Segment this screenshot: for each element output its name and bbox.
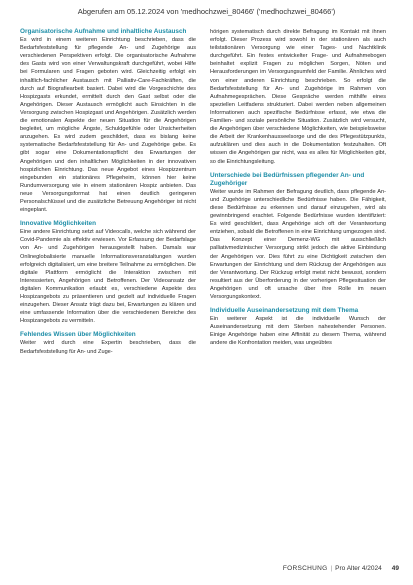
section-heading-individuelle-auseinandersetzung: Individuelle Auseinandersetzung mit dem Thema: [210, 307, 359, 315]
section-heading-innovative-moeglichkeiten: Innovative Möglichkeiten: [20, 220, 96, 228]
page-number: 49: [391, 565, 399, 572]
paragraph: Es wird in einem weiteren Einrichtung beschrieben, dass die Bedarfsfeststellung für pflegende An- und Zugehörige aus verschiedenen Perspektiven erfolgt. Die organisatorische Aufnahme des Gasts wird von einer Verwaltungskraft durchgeführt, wobei Hilfe bei Formularen und Fragen geboten wird. Gleichzeitig erfolgt ein inhaltlich-fachlicher Austausch mit Palliativ-Care-Fachkräften, die durch auf Biografiearbeit basiert. Dabei wird die Vorgeschichte des Hospizgasts erkundet, ermittelt durch den Gast selbst oder die Angehörigen. Dieser Austausch ermöglicht auch Einsichten in die Versorgung zwischen Hospizgast und Angehörigen. Zusätzlich werden die emotionalen Aspekte der neuen Situation für die Angehörigen begleitet, um mögliche Ängste, Schuldgefühle oder Unsicherheiten anzugehen. Es wird zudem geschildert, dass es bislang keine systematische Bedarfsfeststellung für An- und Zugehörige gebe. Es gibt sogar eine Dokumentationspflicht des Erwartungen der Angehörigen und den inhaltlichen Möglichkeiten in der innovativen hospizlichen Einrichtung. Das neue Angebot eines Hospizzentrum eingebunden ein stationäres Pflegeheim, können hier keine Rundumversorgung wie in einem stationären Hospiz anbieten. Das neue Versorgungsformat hat einen deutlich geringeren Personalschlüssel und die zusätzliche Betreuung Angehöriger ist nicht eingeplant.: [20, 37, 196, 214]
section-heading-unterschiede-beduerfnisse: Unterschiede bei Bedürfnissen pflegender An- und Zugehöriger: [210, 171, 365, 187]
download-header: Abgerufen am 05.12.2024 von 'medhochzwei_80466' ('medhochzwei_80466'): [77, 7, 336, 16]
page-footer: [283, 565, 399, 572]
paragraph: Ein weiterer Aspekt ist die individuelle Wunsch der Auseinandersetzung mit dem Sterben nahestehender Personen. Einige Angehörige haben eine Affinität zu diesem Thema, während andere die Konfrontation meiden, was ungeübtes: [210, 316, 386, 347]
section-label: FORSCHUNG: [282, 565, 328, 572]
paragraph: hörigen systematisch durch direkte Befragung im Kontakt mit ihnen erfolgt. Dieser Prozess wird sowohl in der stationären als auch teilstationären Versorgung wie einer Tages- und Nachtklinik durchgeführt. Ein festes entwickelter Frage- und Aufnahmebogen beinhaltet explizit Fragen zu möglichen Sorgen, Nöten und Herausforderungen im Versorgungsumfeld der Familie. Ähnliches wird von einer anderen Einrichtung beschrieben. So erfolgt die Bedarfsfeststellung für An- und Zugehörige im Rahmen von Aufnahmegesprächen. Diese Gespräche werden mithilfe eines speziellen Leitfadens strukturiert. Dabei werden neben allgemeinen Informationen auch spezifische Bedürfnisse erfasst, wie etwa die Familien- und soziale persönliche Situation. Zusätzlich wird versucht, die Angehörigen über verschiedene Möglichkeiten, wie beispielsweise die Arbeit der Krankenhausseelsorge und die des Pflegestützpunkts, aufzuklären und dies auch in die Dokumentation festzuhalten. Oft wissen die Angehörigen gar nicht, was es alles für Möglichkeiten gibt, so die Einrichtungsleitung.: [210, 29, 386, 165]
section-heading-fehlendes-wissen: Fehlendes Wissen über Möglichkeiten: [20, 331, 136, 339]
paragraph: Weiter wird durch eine Expertin beschrieben, dass die Bedarfsfeststellung für An- und Zuge-: [20, 340, 196, 355]
separator: |: [330, 565, 333, 572]
journal-issue: Pro Alter 4/2024: [335, 565, 382, 572]
paragraph: Eine andere Einrichtung setzt auf Videocalls, welche sich während der Covid-Pandemie als effektiv erwiesen. Vor Erfassung der Bedarfslage von An- und Zugehörigen herausgestellt haben. Damals war Onlineglobalisierte manuelle Informationsveranstaltungen wurden erfolgreich digitalisiert, um eine breitere Teilnahme zu ermöglichen. Die digitale Plattform ermöglicht die Interaktion zwischen mit Interessierten, Angehörigen und Betroffenen. Der Videoansatz der digitalen Kommunikation erlaubt es, verschiedene Aspekte des Hospizangebots zu präsentieren und gezielt auf individuelle Fragen einzugehen. Dieser Ansatz trägt dazu bei, Erwartungen zu klären und eine umfassende Information über die verschiedenen Bereiche des Hospizangebots zu vermitteln.: [20, 229, 196, 325]
paragraph: Weiter wurde im Rahmen der Befragung deutlich, dass pflegende An- und Zugehörige unterschiedliche Bedürfnisse haben. Die Fähigkeit, diese Bedürfnisse zu erkennen und darauf einzugehen, wird als gewinnbringend erachtet. Folgende Bedürfnisse wurden identifiziert: Es wird geschildert, dass Angehörige sich oft der Verantwortung entziehen, sobald die Betroffenen in eine Einrichtung umgezogen sind. Das Konzept einer Demenz-WG mit ausschließlich palliativmedizinischer Versorgung strikt jedoch die aktive Einbindung der Angehörigen vor. Dies führt zu eine Dichtigkeit zwischen den Erwartungen der Einrichtung und dem Rückzug der Angehörigen aus der Verantwortung. Der Rückzug erfolgt meist nicht bewusst, sondern resultiert aus der Überforderung in der vorherigen Pflegesituation der Angehörigen und oft ursache über ihre Rolle im neuen Versorgungskontext.: [210, 188, 386, 300]
section-heading-organisatorische-aufnahme: Organisatorische Aufnahme und inhaltliche Austausch: [20, 28, 187, 35]
left-column: [20, 28, 196, 356]
right-column: [210, 28, 386, 348]
